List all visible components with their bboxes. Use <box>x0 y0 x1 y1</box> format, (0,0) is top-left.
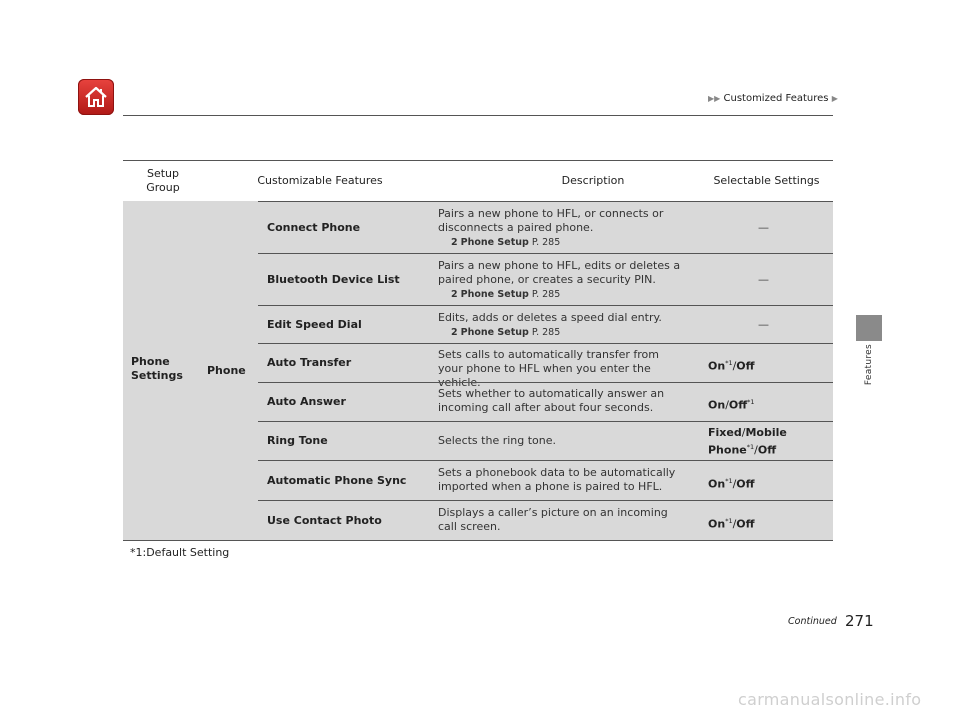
feature-name: Auto Answer <box>267 395 346 408</box>
setting-separator: / <box>741 426 746 439</box>
group-phone-settings: Phone Settings <box>131 355 183 382</box>
header-customizable-features: Customizable Features <box>257 174 383 187</box>
arrow-right-icon: ▶ <box>831 94 838 103</box>
table-row <box>258 253 833 306</box>
xref-page: P. 285 <box>531 289 561 300</box>
selectable-settings <box>708 474 755 492</box>
settings-table <box>123 160 833 541</box>
feature-name: Automatic Phone Sync <box>267 474 407 487</box>
table-row <box>258 201 833 254</box>
table-row <box>258 382 833 422</box>
cross-reference[interactable] <box>451 289 560 300</box>
group-phone: Phone <box>207 364 246 377</box>
default-mark: *1 <box>725 517 733 525</box>
default-mark: *1 <box>746 443 755 451</box>
setting-option: Phone <box>708 443 747 457</box>
setting-option: On <box>708 517 726 531</box>
home-icon <box>83 84 109 110</box>
feature-description: Sets calls to automatically transfer from your phone to HFL when you enter the vehicle. <box>438 348 659 389</box>
xref-page: P. 285 <box>531 327 561 338</box>
setting-option: Off <box>736 477 755 491</box>
xref-page: P. 285 <box>531 237 561 248</box>
xref-title: Phone Setup <box>460 327 529 338</box>
header-rule <box>123 115 833 116</box>
setting-option: On <box>708 477 726 491</box>
description-text: Edits, adds or deletes a speed dial entry. <box>438 311 662 324</box>
description-text: Pairs a new phone to HFL, or connects or disconnects a paired phone. <box>438 207 664 234</box>
xref-arrow-icon: 2 <box>451 289 458 300</box>
table-row <box>258 343 833 389</box>
setting-separator: / <box>732 477 737 491</box>
page-number: 271 <box>845 612 874 630</box>
footnote: *1:Default Setting <box>130 546 230 559</box>
setting-separator: / <box>754 443 758 457</box>
setting-option: On <box>708 359 726 373</box>
setting-option: Off <box>757 443 777 457</box>
default-mark: *1 <box>747 398 755 406</box>
feature-description <box>438 259 683 302</box>
header-description: Description <box>561 174 625 187</box>
table-row <box>258 305 833 344</box>
feature-description <box>438 311 683 340</box>
setting-option: Off <box>736 359 755 373</box>
cross-reference[interactable] <box>451 327 560 338</box>
feature-description: Sets a phonebook data to be automatically imported when a phone is paired to HFL. <box>438 466 676 493</box>
xref-arrow-icon: 2 <box>451 327 458 338</box>
xref-title: Phone Setup <box>460 289 529 300</box>
feature-name: Connect Phone <box>267 221 361 234</box>
selectable-settings <box>708 356 755 374</box>
feature-description: Selects the ring tone. <box>438 434 557 447</box>
breadcrumb[interactable] <box>708 93 838 104</box>
feature-name: Bluetooth Device List <box>267 273 400 286</box>
selectable-settings <box>708 426 787 458</box>
table-row <box>258 460 833 501</box>
setting-none: — <box>758 273 769 286</box>
table-row <box>258 500 833 541</box>
feature-name: Auto Transfer <box>267 356 352 369</box>
feature-name: Use Contact Photo <box>267 514 382 527</box>
setting-option: Fixed <box>708 426 742 439</box>
home-button[interactable] <box>78 79 114 115</box>
description-text: Pairs a new phone to HFL, edits or deletes a paired phone, or creates a security PIN. <box>438 259 681 286</box>
feature-name: Edit Speed Dial <box>267 318 362 331</box>
selectable-settings <box>708 514 755 532</box>
selectable-settings <box>708 395 755 413</box>
table-body <box>123 201 833 541</box>
setting-option: Off <box>728 398 748 412</box>
table-row <box>258 421 833 461</box>
setting-option: Mobile <box>745 426 787 439</box>
cross-reference[interactable] <box>451 237 560 248</box>
feature-name: Ring Tone <box>267 434 328 447</box>
setting-separator: / <box>725 398 729 412</box>
feature-description: Sets whether to automatically answer an incoming call after about four seconds. <box>438 387 665 414</box>
setting-separator: / <box>732 359 737 373</box>
continued-label: Continued <box>788 616 837 627</box>
xref-arrow-icon: 2 <box>451 237 458 248</box>
default-mark: *1 <box>725 359 733 367</box>
setting-separator: / <box>732 517 737 531</box>
setting-none: — <box>758 221 769 234</box>
section-tab-label: Features <box>864 344 874 386</box>
feature-description <box>438 207 683 250</box>
default-mark: *1 <box>725 477 733 485</box>
header-selectable-settings: Selectable Settings <box>713 174 820 187</box>
setting-none: — <box>758 318 769 331</box>
double-arrow-icon: ▶▶ <box>708 94 721 103</box>
watermark: carmanualsonline.info <box>738 690 922 709</box>
feature-description: Displays a caller’s picture on an incoming call screen. <box>438 506 668 533</box>
header-setup-group: Setup Group <box>146 167 180 194</box>
section-tab[interactable] <box>856 315 882 341</box>
setting-option: Off <box>736 517 755 531</box>
table-header <box>123 160 833 201</box>
setting-option: On <box>708 398 726 412</box>
xref-title: Phone Setup <box>460 237 529 248</box>
breadcrumb-label: Customized Features <box>723 93 829 104</box>
